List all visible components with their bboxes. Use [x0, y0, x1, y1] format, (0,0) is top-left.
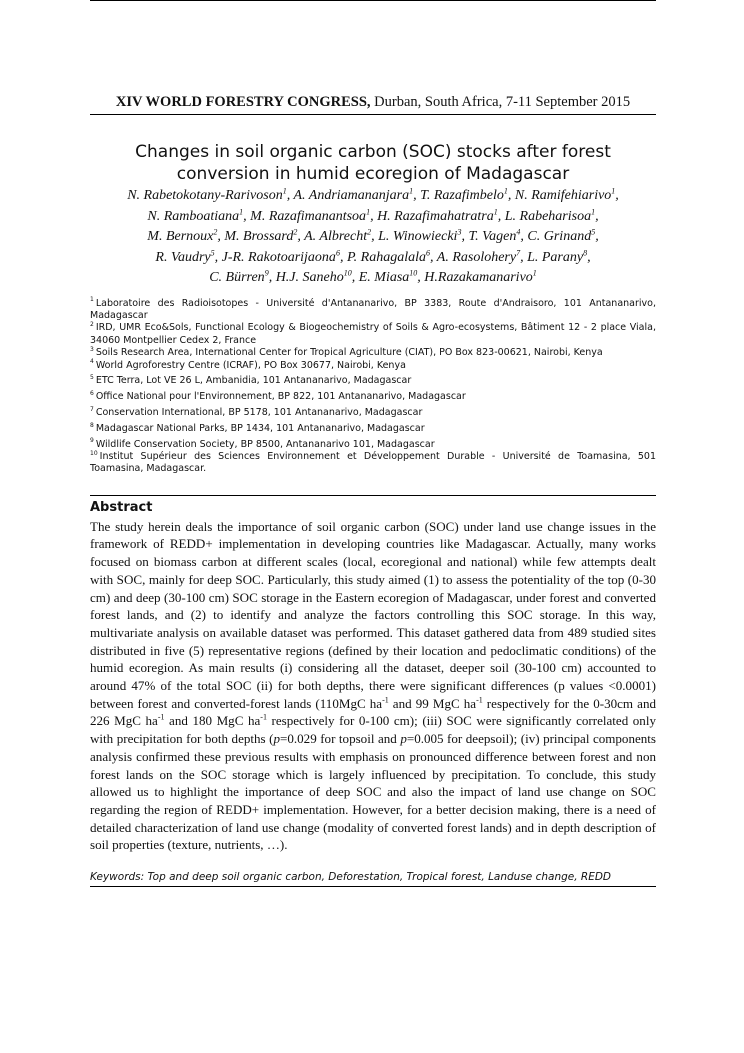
affiliation-item: $^4$ World Agroforestry Centre (ICRAF), PO Box 30677, Nairobi, Kenya	[90, 358, 406, 371]
author: H. Razafimahatratra$^1$	[377, 206, 498, 224]
author: H.J. Saneho$^{10}$	[275, 268, 352, 285]
congress-header	[90, 90, 656, 111]
affiliation-item: $^3$ Soils Research Area, International Center for Tropical Agriculture (CIAT), PO Box 823-00621, Nairobi, Kenya	[90, 345, 603, 359]
author: C. Grinand$^5$	[527, 227, 596, 244]
author: H.Razakamanarivo$^1$	[424, 268, 537, 285]
affiliation-item: $^{10}$ Institut Supérieur des Sciences Environnement et Développement Durable - Université de Toamasina, 501 Toamasina, Madagascar.	[90, 449, 656, 475]
affiliation-list	[90, 298, 656, 476]
author: E. Miasa$^{10}$	[358, 268, 418, 285]
affiliation-item: $^1$ Laboratoire des Radioisotopes - Université d'Antananarivo, BP 3383, Route d'Andraisoro, 101 Antananarivo, Madagascar	[90, 296, 656, 321]
author: N. Ramifehiarivo$^1$	[514, 186, 616, 203]
abstract-body: The study herein deals the importance of soil organic carbon (SOC) under land use change issues in the framework of REDD+ implementation in developing countries like Madagascar. Actually, many works focused on biomass carbon at different scales (local, ecoregional and national) while few attempts dealt with SOC, mainly for deep SOC. Particularly, this study aimed (1) to assess the potentiality of the top (0-30 cm) and deep (30-100 cm) SOC storage in the Eastern ecoregion of Madagascar, under forest and converted forest lands, and (2) to identify and analyze the factors controlling this SOC storage. In this way, multivariate analysis on available dataset was performed. This dataset gathered data from 489 studied sites distributed in five (5) representative regions (defined by their location and pedoclimatic conditions) of the humid ecoregion. As main results (i) considering all the dataset, deeper soil (30-100 cm) accounted to around 47% of the total SOC (ii) for both depths, there were significant differences (p values <0.0001) between forest and converted-forest lands (110MgC $ha^{-1}$ and 99 MgC $ha^{-1}$ respectively for the 0-30cm and 226 MgC $ha^{-1}$ and 180 MgC $ha^{-1}$ respectively for 0-100 cm); (iii) SOC were significantly correlated only with precipitation for both depths (p=0.029 for topsoil and p=0.005 for deepsoil); (iv) principal components analysis confirmed these previous results with emphasis on pronounced difference between forest and non forest lands on the SOC storage which is largely influenced by precipitation. To conclude, this study allowed us to highlight the importance of deep SOC and also the impact of land use change on SOC regarding the region of REDD+ implementation. However, for a better decision making, there is a need of detailed characterization of land use change (modality of converted forest lands) and in depth description of soil properties (texture, nutrients, …).	[90, 518, 656, 853]
author: L. Rabeharisoa$^1$	[504, 206, 596, 224]
affiliation-item: $^9$ Wildlife Conservation Society, BP 8500, Antananarivo 101, Madagascar	[90, 437, 435, 450]
congress-location-date: Durban, South Africa, 7-11 September 2015	[370, 94, 631, 110]
paper-page	[90, 0, 656, 887]
author: L. Winowiecki$^3$	[378, 227, 462, 244]
paper-title-line-1: Changes in soil organic carbon (SOC) stocks after forest	[135, 142, 611, 162]
keywords: Keywords: Top and deep soil organic carbon, Deforestation, Tropical forest, Landuse change, REDD	[90, 871, 612, 884]
affiliation-item: $^2$ IRD, UMR Eco&Sols, Functional Ecology & Biogeochemistry of Soils & Agro-ecosystems, Bâtiment 12 - 2 place Viala, 34060 Montpellier Cedex 2, France	[90, 321, 656, 346]
affiliation-item: $^6$ Office National pour l'Environnement, BP 822, 101 Antananarivo, Madagascar	[90, 389, 466, 403]
paper-title-line-2: conversion in humid ecoregion of Madagascar	[176, 164, 570, 184]
author: A. Andriamananjara$^1$	[293, 186, 414, 203]
bottom-rule	[90, 886, 656, 887]
affiliation-item: $^8$ Madagascar National Parks, BP 1434, 101 Antananarivo, Madagascar	[90, 421, 425, 434]
author: J-R. Rakotoarijaona$^6$	[221, 247, 340, 265]
author: L. Parany$^8$	[527, 247, 588, 265]
affiliation-item: $^5$ ETC Terra, Lot VE 26 L, Ambanidia, 101 Antananarivo, Madagascar	[90, 374, 412, 387]
author: N. Rabetokotany-Rarivoson$^1$	[127, 186, 287, 203]
paper-title	[90, 141, 656, 185]
congress-name: XIV WORLD FORESTRY CONGRESS,	[115, 94, 371, 110]
author: T. Vagen$^4$	[468, 227, 521, 244]
abstract-rule	[90, 495, 656, 496]
header-rule	[90, 114, 656, 115]
top-rule	[90, 0, 656, 1]
author: T. Razafimbelo$^1$	[420, 186, 508, 203]
author: R. Vaudry$^5$	[155, 247, 215, 265]
author: A. Albrecht$^2$	[304, 227, 372, 244]
author: A. Rasolohery$^7$	[436, 247, 521, 265]
affiliation-item: $^7$ Conservation International, BP 5178, 101 Antananarivo, Madagascar	[90, 405, 423, 418]
author: M. Bernoux$^2$	[147, 227, 218, 244]
abstract-heading: Abstract	[90, 499, 153, 515]
author: M. Brossard$^2$	[224, 227, 298, 244]
author: M. Razafimanantsoa$^1$	[250, 206, 371, 224]
author: N. Ramboatiana$^1$	[147, 206, 244, 224]
author-list: N. Rabetokotany-Rarivoson$^1$, A. Andriamananjara$^1$, T. Razafimbelo$^1$, N. Ramifehiarivo$^1$, N. Ramboatiana$^1$, M. Razafimanantsoa$^1$, H. Razafimahatratra$^1$, L. Rabeharisoa$^1$, M. Bernoux$^2$, M. Brossard$^2$, A. Albrecht$^2$, L. Winowiecki$^3$, T. Vagen$^4$, C. Grinand$^5$, R. Vaudry$^5$, J-R. Rakotoarijaona$^6$, P. Rahagalala$^6$, A. Rasolohery$^7$, L. Parany$^8$, C. Bürren$^9$, H.J. Saneho$^{10}$, E. Miasa$^{10}$, H.Razakamanarivo$^1$	[127, 186, 619, 285]
author: C. Bürren$^9$	[209, 268, 269, 285]
author: P. Rahagalala$^6$	[346, 247, 431, 265]
